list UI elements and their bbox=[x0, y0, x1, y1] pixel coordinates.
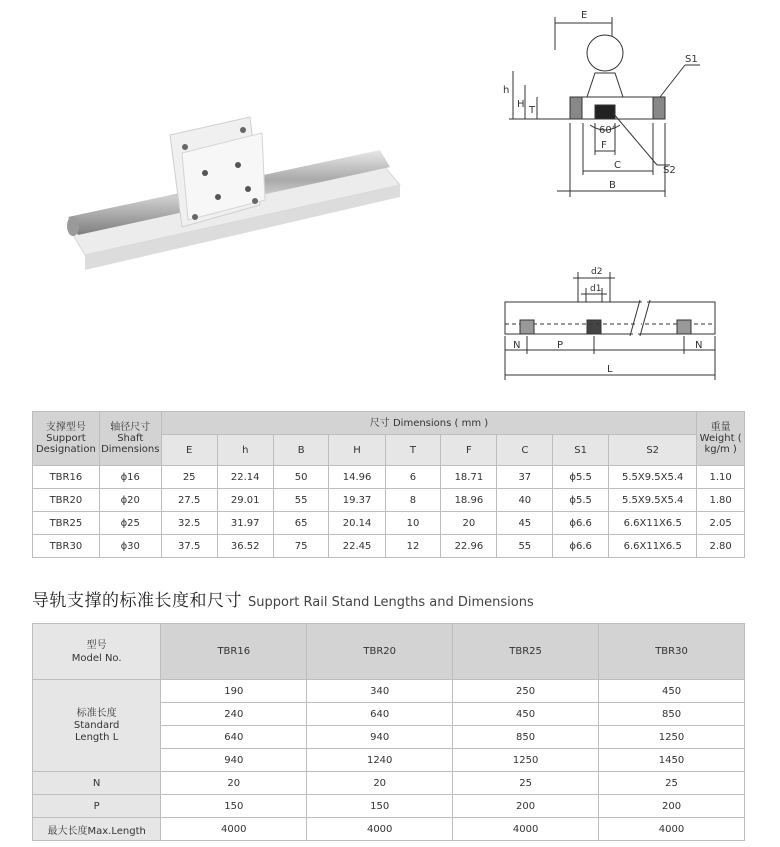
dim-label-N-left: N bbox=[513, 340, 521, 351]
lengths-table bbox=[32, 623, 745, 841]
col-header-H: H bbox=[329, 435, 385, 466]
table-row: 640 940 850 1250 bbox=[33, 726, 745, 749]
shaft-header: 轴径尺寸 Shaft Dimensions bbox=[99, 412, 161, 466]
dim-label-h: h bbox=[503, 85, 510, 96]
P-label: P bbox=[33, 795, 161, 818]
model-col-TBR25: TBR25 bbox=[453, 624, 599, 680]
table-row: TBR20 ϕ20 27.5 29.01 55 19.37 8 18.96 40 ϕ5.5 5.5X9.5X5.4 1.80 bbox=[33, 489, 745, 512]
model-col-TBR30: TBR30 bbox=[599, 624, 745, 680]
table-row: TBR16 ϕ16 25 22.14 50 14.96 6 18.71 37 ϕ5.5 5.5X9.5X5.4 1.10 bbox=[33, 466, 745, 489]
dim-label-S1: S1 bbox=[685, 54, 698, 65]
col-header-h: h bbox=[217, 435, 273, 466]
section-title-cn: 导轨支撑的标准长度和尺寸 bbox=[32, 591, 242, 611]
model-col-TBR16: TBR16 bbox=[161, 624, 307, 680]
model-header: 型号 Model No. bbox=[33, 624, 161, 680]
table-row-max-length: 最大长度Max.Length 4000 4000 4000 4000 bbox=[33, 818, 745, 841]
max-length-label: 最大长度Max.Length bbox=[33, 818, 161, 841]
table-row-P: P 150 150 200 200 bbox=[33, 795, 745, 818]
side-view-drawing bbox=[495, 262, 725, 382]
dim-label-T: T bbox=[529, 105, 536, 116]
weight-header: 重量 Weight ( kg/m ) bbox=[697, 412, 745, 466]
dim-label-L: L bbox=[607, 364, 613, 375]
table-row: TBR25 ϕ25 32.5 31.97 65 20.14 10 20 45 ϕ6.6 6.6X11X6.5 2.05 bbox=[33, 512, 745, 535]
dim-label-B: B bbox=[609, 180, 616, 191]
dim-label-d1: d1 bbox=[590, 284, 602, 294]
dim-label-angle: 60° bbox=[599, 125, 617, 136]
product-photo bbox=[60, 105, 410, 275]
section-title-en: Support Rail Stand Lengths and Dimensions bbox=[248, 595, 534, 610]
dim-label-H: H bbox=[517, 99, 525, 110]
section-title bbox=[32, 586, 534, 611]
model-col-TBR20: TBR20 bbox=[307, 624, 453, 680]
cross-section-drawing bbox=[495, 5, 710, 205]
col-header-C: C bbox=[497, 435, 553, 466]
dim-label-P: P bbox=[557, 340, 564, 351]
col-header-S1: S1 bbox=[553, 435, 609, 466]
dim-label-F: F bbox=[601, 140, 607, 151]
N-label: N bbox=[33, 772, 161, 795]
dim-label-S2: S2 bbox=[663, 165, 676, 176]
table-row: 标准长度 Standard Length L 190 340 250 450 bbox=[33, 680, 745, 703]
table-row: TBR30 ϕ30 37.5 36.52 75 22.45 12 22.96 55 ϕ6.6 6.6X11X6.5 2.80 bbox=[33, 535, 745, 558]
col-header-T: T bbox=[385, 435, 441, 466]
col-header-F: F bbox=[441, 435, 497, 466]
standard-length-label: 标准长度 Standard Length L bbox=[33, 680, 161, 772]
table-row: 940 1240 1250 1450 bbox=[33, 749, 745, 772]
col-header-S2: S2 bbox=[609, 435, 697, 466]
dimensions-header: 尺寸 Dimensions ( mm ) bbox=[161, 412, 697, 435]
col-header-E: E bbox=[161, 435, 217, 466]
dim-label-C: C bbox=[614, 160, 621, 171]
table-row: 240 640 450 850 bbox=[33, 703, 745, 726]
dimensions-table bbox=[32, 411, 745, 558]
designation-header: 支撑型号 Support Designation bbox=[33, 412, 100, 466]
table-row-N: N 20 20 25 25 bbox=[33, 772, 745, 795]
dim-label-E: E bbox=[581, 10, 588, 21]
dim-label-N-right: N bbox=[695, 340, 703, 351]
col-header-B: B bbox=[273, 435, 329, 466]
dim-label-d2: d2 bbox=[591, 267, 603, 277]
